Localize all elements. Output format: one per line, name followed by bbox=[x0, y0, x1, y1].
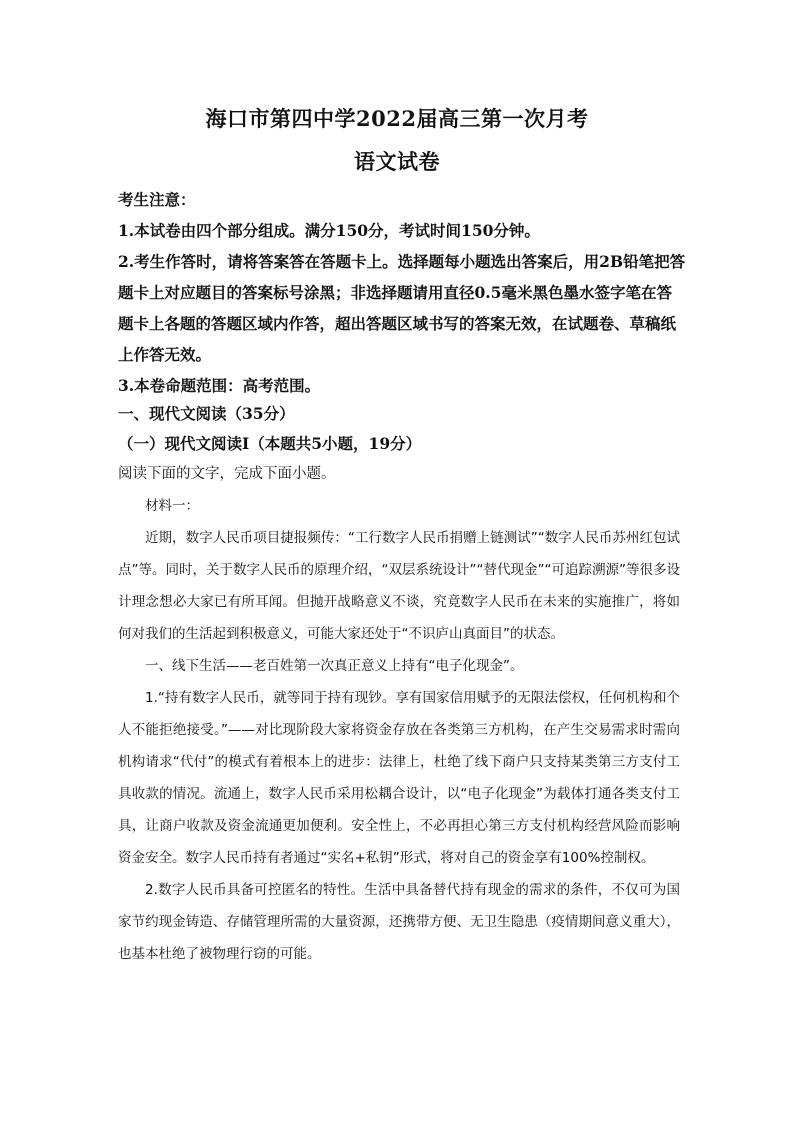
article-paragraph: 近期，数字人民币项目捷报频传：“工行数字人民币捐赠上链测试”“数字人民币苏州红包试点”等。同时，关于数字人民币的原理介绍，“双层系统设计”“替代现金”“可追踪溯源”等很多设计理念想必大家已有所耳闻。但抛开战略意义不谈，究竟数字人民币在未来的实施推广，将如何对我们的生活起到积极意义，可能大家还处于“不识庐山真面目”的状态。 bbox=[118, 530, 680, 642]
section-heading: 一、现代文阅读（35分） bbox=[118, 404, 295, 423]
reading-article bbox=[118, 490, 680, 970]
notice-item: 1.本试卷由四个部分组成。满分150分，考试时间150分钟。 bbox=[118, 221, 540, 240]
article-heading: 一、线下生活——老百姓第一次真正意义上持有“电子化现金”。 bbox=[145, 658, 524, 674]
reading-instruction: 阅读下面的文字，完成下面小题。 bbox=[118, 466, 336, 482]
document-subtitle: 语文试卷 bbox=[354, 149, 440, 174]
article-paragraph: 1.“持有数字人民币，就等同于持有现钞。享有国家信用赋予的无限法偿权，任何机构和个人不能拒绝接受。”——对比现阶段大家将资金存放在各类第三方机构，在产生交易需求时需向机构请求“代付”的模式有着根本上的进步：法律上，杜绝了线下商户只支持某类第三方支付工具收款的情况。流通上，数字人民币采用松耦合设计，以“电子化现金”为载体打通各类支付工具，让商户收款及资金流通更加便利。安全性上，不必再担心第三方支付机构经营风险而影响资金安全。数字人民币持有者通过“实名+私钥”形式，将对自己的资金享有100%控制权。 bbox=[118, 690, 680, 866]
material-label: 材料一： bbox=[145, 498, 199, 514]
notice-item: 2.考生作答时，请将答案答在答题卡上。选择题每小题选出答案后，用2B铅笔把答题卡上对应题目的答案标号涂黑；非选择题请用直径0.5毫米黑色墨水签字笔在答题卡上各题的答题区域内作答，超出答题区域书写的答案无效，在试题卷、草稿纸上作答无效。 bbox=[118, 252, 686, 364]
notice-label: 考生注意： bbox=[118, 190, 196, 209]
exam-notice bbox=[118, 184, 686, 401]
document-title: 海口市第四中学2022届高三第一次月考 bbox=[205, 106, 589, 131]
article-paragraph: 2.数字人民币具备可控匿名的特性。生活中具备替代持有现金的需求的条件，不仅可为国家节约现金铸造、存储管理所需的大量资源，还携带方便、无卫生隐患（疫情期间意义重大），也基本杜绝了被物理行窃的可能。 bbox=[118, 882, 680, 962]
subsection-heading: （一）现代文阅读Ⅰ（本题共5小题，19分） bbox=[118, 434, 422, 453]
notice-item: 3.本卷命题范围：高考范围。 bbox=[118, 376, 321, 395]
